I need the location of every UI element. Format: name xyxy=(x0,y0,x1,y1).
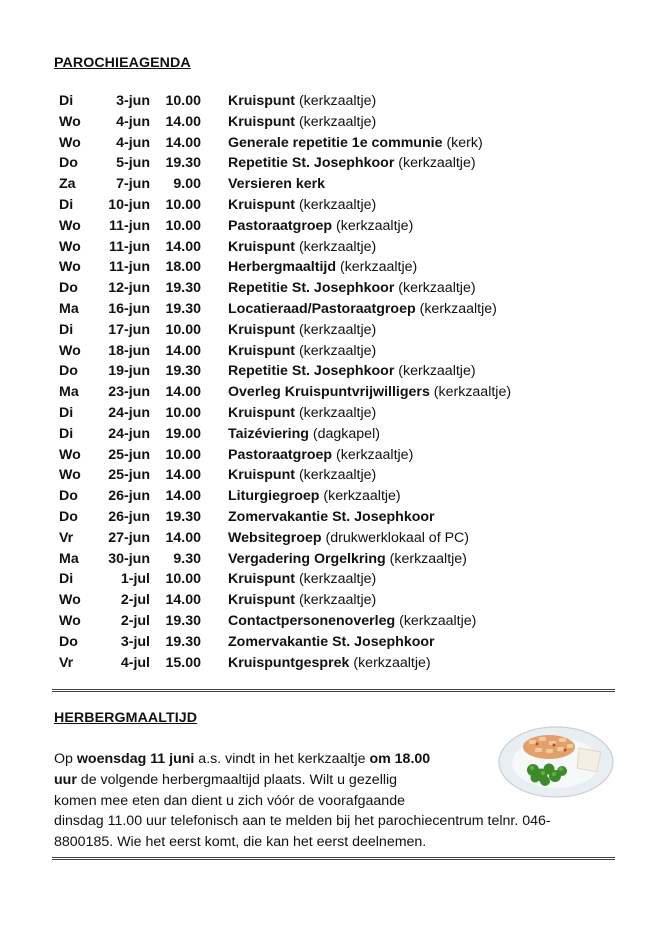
agenda-time: 10.00 xyxy=(165,571,201,588)
agenda-row xyxy=(59,174,619,195)
agenda-date: 26-jun xyxy=(108,508,150,525)
agenda-activity xyxy=(228,528,469,549)
agenda-activity xyxy=(228,465,376,486)
agenda-activity-location: (kerkzaaltje) xyxy=(298,592,377,609)
agenda-date: 1-jul xyxy=(120,571,150,588)
agenda-activity xyxy=(228,632,435,653)
text-line: komen mee eten dan dient u zich vóór de voorafgaande xyxy=(54,792,405,809)
agenda-activity-location: (kerkzaaltje) xyxy=(336,446,414,463)
agenda-day: Do xyxy=(59,155,78,172)
agenda-activity-name: Locatieraad/Pastoraatgroep xyxy=(228,300,416,317)
agenda-day: Wo xyxy=(59,592,81,609)
agenda-time: 19.30 xyxy=(165,363,201,380)
agenda-row xyxy=(59,257,619,278)
agenda-date: 18-jun xyxy=(108,342,150,359)
agenda-activity-location: (kerkzaaltje) xyxy=(298,196,377,213)
agenda-time: 19.30 xyxy=(165,508,201,525)
agenda-date: 3-jun xyxy=(116,93,150,109)
agenda-activity-name: Kruispunt xyxy=(228,571,295,588)
agenda-day: Wo xyxy=(59,446,81,463)
agenda-activity xyxy=(228,424,380,445)
agenda-activity-name: Kruispunt xyxy=(228,113,295,130)
agenda-activity-name: Pastoraatgroep xyxy=(228,446,333,463)
agenda-activity-location: (kerkzaaltje) xyxy=(433,384,512,401)
agenda-activity-name: Kruispunt xyxy=(228,592,295,609)
agenda-day: Di xyxy=(59,425,74,442)
agenda-date: 27-jun xyxy=(108,529,150,546)
agenda-activity-location: (kerkzaaltje) xyxy=(399,612,477,629)
agenda-activity-name: Kruispunt xyxy=(228,404,295,421)
agenda-day: Di xyxy=(59,404,74,421)
agenda-time: 19.30 xyxy=(165,300,201,317)
agenda-row xyxy=(59,590,619,611)
agenda-date: 30-jun xyxy=(108,550,150,567)
text-line: dinsdag 11.00 uur telefonisch aan te melden bij het parochiecentrum telnr. 046- xyxy=(54,813,551,830)
agenda-day: Wo xyxy=(59,238,81,255)
agenda-activity-location: (kerkzaaltje) xyxy=(298,404,377,421)
agenda-row xyxy=(59,382,619,403)
agenda-row xyxy=(59,133,619,154)
agenda-time: 9.00 xyxy=(173,176,201,193)
agenda-row xyxy=(59,216,619,237)
agenda-row xyxy=(59,278,619,299)
agenda-row xyxy=(59,341,619,362)
agenda-activity-location: (kerkzaaltje) xyxy=(323,488,401,505)
agenda-activity-name: Overleg Kruispuntvrijwilligers xyxy=(228,384,430,401)
agenda-activity-location: (kerkzaaltje) xyxy=(298,238,377,255)
text-line: uur de volgende herbergmaaltijd plaats. Wilt u gezellig xyxy=(54,771,398,788)
agenda-activity-name: Versieren kerk xyxy=(228,176,326,193)
agenda-activity xyxy=(228,237,376,258)
agenda-activity xyxy=(228,361,476,382)
agenda-day: Ma xyxy=(59,550,79,567)
agenda-activity-name: Kruispunt xyxy=(228,93,295,109)
agenda-date: 10-jun xyxy=(108,196,150,213)
agenda-date: 24-jun xyxy=(108,425,150,442)
agenda-time: 19.30 xyxy=(165,280,201,297)
agenda-row xyxy=(59,112,619,133)
text-line: Op woensdag 11 juni a.s. vindt in het kerkzaaltje om 18.00 xyxy=(54,751,431,767)
agenda-time: 18.00 xyxy=(165,259,201,276)
agenda-activity xyxy=(228,299,497,320)
agenda-row xyxy=(59,528,619,549)
agenda-activity-name: Kruispunt xyxy=(228,321,295,338)
agenda-date: 12-jun xyxy=(108,280,150,297)
agenda-date: 17-jun xyxy=(108,321,150,338)
agenda-activity-name: Contactpersonenoverleg xyxy=(228,612,396,629)
agenda-row xyxy=(59,486,619,507)
agenda-date: 24-jun xyxy=(108,404,150,421)
agenda-activity-location: (kerkzaaltje) xyxy=(398,280,476,297)
agenda-activity xyxy=(228,590,376,611)
agenda-activity-name: Generale repetitie 1e communie xyxy=(228,134,443,151)
agenda-time: 10.00 xyxy=(165,196,201,213)
agenda-time: 19.30 xyxy=(165,155,201,172)
agenda-date: 4-jun xyxy=(116,134,150,151)
agenda-row xyxy=(59,320,619,341)
text-line: 8800185. Wie het eerst komt, die kan het eerst deelnemen. xyxy=(54,834,427,851)
agenda-table xyxy=(59,91,619,673)
agenda-date: 26-jun xyxy=(108,488,150,505)
agenda-day: Di xyxy=(59,196,74,213)
agenda-activity-location: (kerkzaaltje) xyxy=(398,363,476,380)
agenda-activity-name: Liturgiegroep xyxy=(228,488,320,505)
agenda-activity-location: (kerkzaaltje) xyxy=(298,93,377,109)
agenda-day: Wo xyxy=(59,259,81,276)
agenda-activity-name: Websitegroep xyxy=(228,529,322,546)
agenda-date: 23-jun xyxy=(108,384,150,401)
agenda-day: Do xyxy=(59,508,78,525)
agenda-activity xyxy=(228,195,376,216)
agenda-row xyxy=(59,403,619,424)
agenda-day: Wo xyxy=(59,217,81,234)
agenda-activity xyxy=(228,341,376,362)
agenda-time: 14.00 xyxy=(165,134,201,151)
agenda-activity-name: Zomervakantie St. Josephkoor xyxy=(228,633,435,650)
agenda-activity-location: (kerkzaaltje) xyxy=(353,654,431,671)
agenda-activity xyxy=(228,112,376,133)
agenda-activity xyxy=(228,569,376,590)
agenda-date: 3-jul xyxy=(120,633,150,650)
agenda-day: Ma xyxy=(59,384,79,401)
agenda-date: 7-jun xyxy=(116,176,150,193)
agenda-activity-location: (kerkzaaltje) xyxy=(298,113,377,130)
agenda-activity xyxy=(228,653,431,674)
agenda-row xyxy=(59,361,619,382)
agenda-day: Wo xyxy=(59,342,81,359)
agenda-activity xyxy=(228,382,511,403)
agenda-activity-name: Zomervakantie St. Josephkoor xyxy=(228,508,435,525)
agenda-date: 11-jun xyxy=(109,238,150,255)
agenda-activity xyxy=(228,257,417,278)
agenda-activity xyxy=(228,174,325,195)
agenda-activity-name: Repetitie St. Josephkoor xyxy=(228,280,395,297)
agenda-activity-name: Kruispunt xyxy=(228,342,295,359)
agenda-time: 14.00 xyxy=(165,342,201,359)
agenda-activity xyxy=(228,507,435,528)
agenda-activity-name: Pastoraatgroep xyxy=(228,217,333,234)
agenda-activity-name: Vergadering Orgelkring xyxy=(228,550,386,567)
agenda-activity-location: (kerkzaaltje) xyxy=(419,300,497,317)
agenda-activity-location: (drukwerklokaal of PC) xyxy=(325,529,470,546)
agenda-activity-location: (kerkzaaltje) xyxy=(298,342,377,359)
agenda-row xyxy=(59,611,619,632)
agenda-row xyxy=(59,91,619,112)
agenda-row xyxy=(59,195,619,216)
agenda-day: Di xyxy=(59,321,74,338)
agenda-row xyxy=(59,632,619,653)
agenda-activity-name: Repetitie St. Josephkoor xyxy=(228,155,395,172)
agenda-title: PAROCHIEAGENDA xyxy=(54,55,191,71)
agenda-date: 25-jun xyxy=(108,467,150,484)
agenda-activity xyxy=(228,486,401,507)
agenda-activity-location: (kerkzaaltje) xyxy=(298,321,377,338)
agenda-activity-location: (kerkzaaltje) xyxy=(298,467,377,484)
agenda-activity-location: (kerk) xyxy=(446,134,483,151)
agenda-row xyxy=(59,653,619,674)
agenda-row xyxy=(59,237,619,258)
agenda-activity-location: (kerkzaaltje) xyxy=(389,550,467,567)
herbergmaaltijd-text xyxy=(54,749,624,853)
agenda-time: 14.00 xyxy=(165,238,201,255)
agenda-activity-name: Kruispunt xyxy=(228,238,295,255)
agenda-date: 4-jul xyxy=(120,654,150,671)
agenda-day: Di xyxy=(59,93,74,109)
agenda-day: Wo xyxy=(59,134,81,151)
agenda-date: 4-jun xyxy=(116,113,150,130)
agenda-row xyxy=(59,569,619,590)
agenda-date: 25-jun xyxy=(108,446,150,463)
agenda-time: 14.00 xyxy=(165,529,201,546)
agenda-activity xyxy=(228,133,483,154)
agenda-activity xyxy=(228,549,467,570)
agenda-row xyxy=(59,153,619,174)
agenda-day: Ma xyxy=(59,300,79,317)
agenda-activity-location: (kerkzaaltje) xyxy=(339,259,418,276)
agenda-day: Do xyxy=(59,363,78,380)
agenda-date: 11-jun xyxy=(109,217,150,234)
agenda-day: Vr xyxy=(59,654,74,671)
agenda-time: 9.30 xyxy=(173,550,201,567)
agenda-row xyxy=(59,424,619,445)
agenda-date: 2-jul xyxy=(120,612,150,629)
agenda-activity-location: (kerkzaaltje) xyxy=(398,155,476,172)
agenda-day: Do xyxy=(59,280,78,297)
herbergmaaltijd-title: HERBERGMAALTIJD xyxy=(54,710,198,726)
agenda-time: 14.00 xyxy=(165,488,201,505)
agenda-activity-name: Kruispunt xyxy=(228,196,295,213)
agenda-time: 10.00 xyxy=(165,446,201,463)
agenda-time: 19.00 xyxy=(165,425,201,442)
agenda-activity xyxy=(228,611,476,632)
agenda-activity-location: (dagkapel) xyxy=(312,425,380,442)
agenda-activity xyxy=(228,216,413,237)
agenda-activity xyxy=(228,403,376,424)
agenda-activity-name: Repetitie St. Josephkoor xyxy=(228,363,395,380)
agenda-date: 19-jun xyxy=(108,363,150,380)
agenda-date: 16-jun xyxy=(108,300,150,317)
agenda-activity-name: Kruispuntgesprek xyxy=(228,654,350,671)
agenda-time: 14.00 xyxy=(165,384,201,401)
agenda-time: 10.00 xyxy=(165,321,201,338)
agenda-time: 14.00 xyxy=(165,592,201,609)
agenda-day: Do xyxy=(59,488,78,505)
agenda-row xyxy=(59,507,619,528)
agenda-activity-name: Taizéviering xyxy=(228,425,309,442)
agenda-row xyxy=(59,549,619,570)
agenda-time: 19.30 xyxy=(165,633,201,650)
section-divider xyxy=(52,689,615,692)
agenda-activity xyxy=(228,91,376,112)
agenda-activity xyxy=(228,278,476,299)
agenda-activity-location: (kerkzaaltje) xyxy=(298,571,377,588)
agenda-date: 11-jun xyxy=(109,259,150,276)
agenda-time: 10.00 xyxy=(165,93,201,109)
agenda-day: Wo xyxy=(59,113,81,130)
agenda-activity-name: Herbergmaaltijd xyxy=(228,259,337,276)
agenda-day: Vr xyxy=(59,529,74,546)
agenda-row xyxy=(59,445,619,466)
agenda-day: Wo xyxy=(59,612,81,629)
agenda-activity xyxy=(228,445,413,466)
agenda-activity-location: (kerkzaaltje) xyxy=(336,217,414,234)
agenda-activity xyxy=(228,320,376,341)
agenda-time: 14.00 xyxy=(165,467,201,484)
agenda-day: Di xyxy=(59,571,74,588)
agenda-time: 10.00 xyxy=(165,217,201,234)
agenda-time: 14.00 xyxy=(165,113,201,130)
agenda-activity-name: Kruispunt xyxy=(228,467,295,484)
agenda-row xyxy=(59,465,619,486)
agenda-row xyxy=(59,299,619,320)
agenda-day: Wo xyxy=(59,467,81,484)
section-divider xyxy=(52,857,615,860)
agenda-time: 19.30 xyxy=(165,612,201,629)
agenda-date: 2-jul xyxy=(120,592,150,609)
agenda-day: Do xyxy=(59,633,78,650)
agenda-day: Za xyxy=(59,176,76,193)
agenda-time: 10.00 xyxy=(165,404,201,421)
agenda-time: 15.00 xyxy=(165,654,201,671)
agenda-date: 5-jun xyxy=(116,155,150,172)
agenda-activity xyxy=(228,153,476,174)
